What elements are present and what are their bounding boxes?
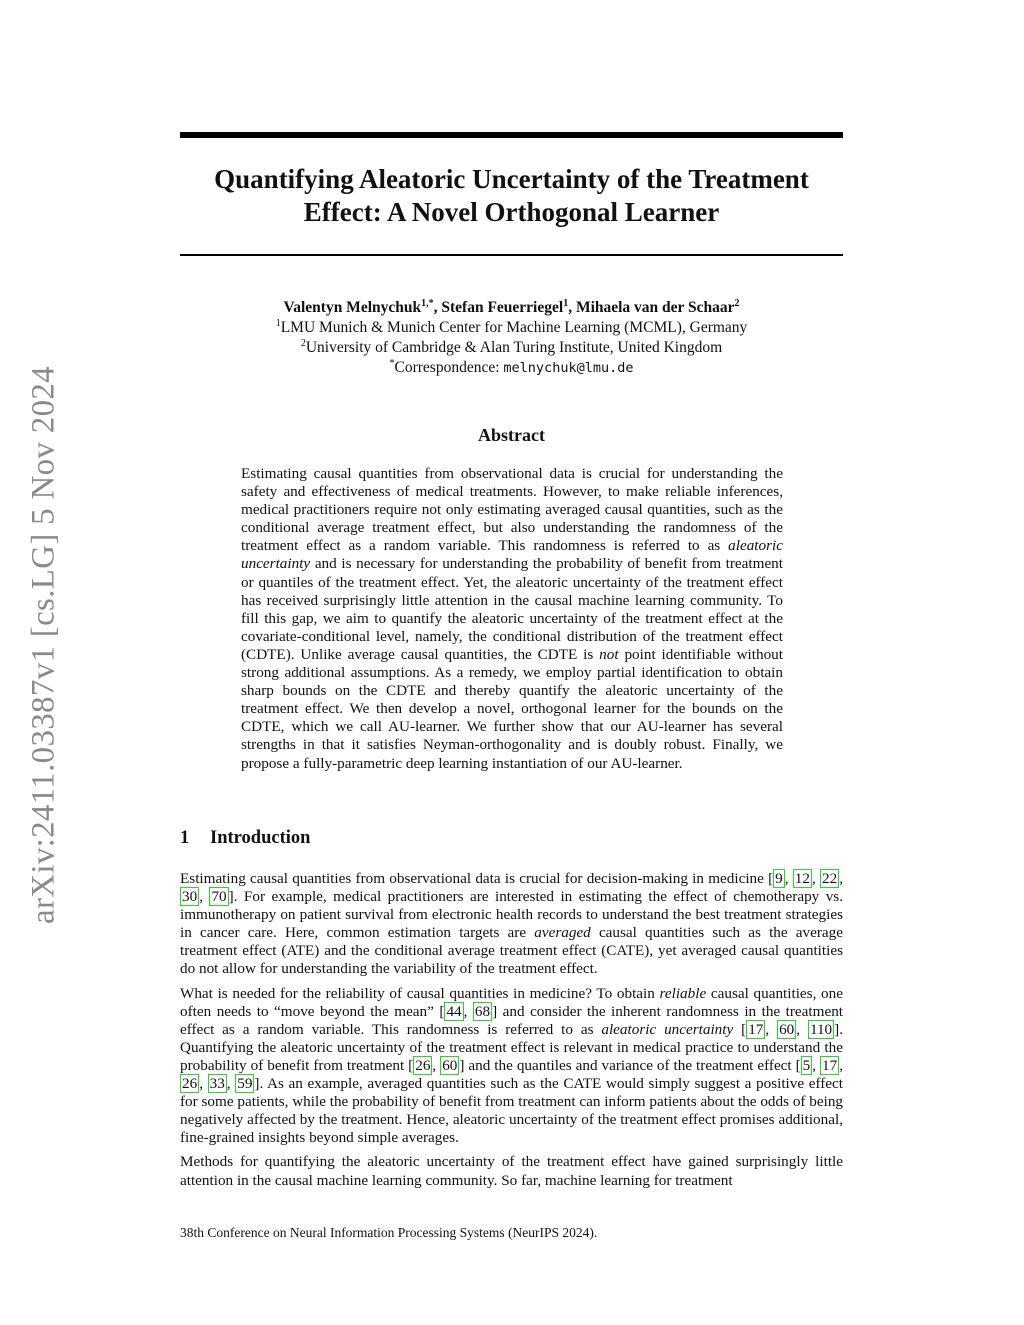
citation-link[interactable]: 70 — [211, 888, 227, 906]
citation-link[interactable]: 44 — [446, 1002, 462, 1020]
correspondence — [180, 358, 843, 378]
author-1: Valentyn Melnychuk — [283, 299, 422, 316]
abstract-emphasis-2: not — [599, 645, 619, 663]
text-run: What is needed for the reliability of causal quantities in medicine? To obtain — [180, 984, 660, 1002]
title-line-2: Effect: A Novel Orthogonal Learner — [303, 197, 720, 227]
text-run: ] and consider the inherent randomness in the treatment effect as a random variable. This randomness is referred to as — [180, 1002, 844, 1038]
authors-block — [180, 298, 843, 378]
affiliation-1 — [180, 318, 843, 338]
emphasis: aleatoric uncertainty — [601, 1020, 734, 1038]
section-number: 1 — [180, 828, 190, 848]
text-run: Estimating causal quantities from observational data is crucial for decision-making in medicine [ — [180, 870, 774, 887]
affiliation-1-text: LMU Munich & Munich Center for Machine Learning (MCML), Germany — [280, 319, 748, 336]
text-run: causal quantities, one often needs to “move beyond the mean” [ — [180, 984, 843, 1020]
arxiv-sidebar — [6, 350, 82, 940]
affiliation-1-marker: 1 — [275, 318, 281, 329]
citation-link[interactable]: 59 — [237, 1075, 253, 1093]
abstract-part-2: and is necessary for understanding the probability of benefit from treatment or quantiles of the treatment effect. Yet, the aleatoric uncertainty of the treatment effect has received surprisingly little attention in the causal machine learning community. To fill this gap, we aim to quantify the aleatoric uncertainty of the treatment effect at the covariate-conditional level, namely, the conditional distribution of the treatment effect (CDTE). Unlike average causal quantities, the CDTE is — [241, 555, 783, 663]
author-2-affiliation: 1 — [563, 298, 569, 309]
author-3: , Mihaela van der Schaar — [568, 299, 735, 316]
emphasis: averaged — [534, 924, 591, 942]
intro-paragraph-2: What is needed for the reliability of causal quantities in medicine? To obtain reliable causal quantities, one often needs to “move beyond the mean” [ 44 , 68 ] and consider the inherent randomness in the treatment effect as a random variable. This randomness is referred to as aleatoric uncertainty [ 17 , 60 , 110 ]. Quantifying the aleatoric uncertainty of the treatment effect is relevant in medical practice to understand the probability of benefit from treatment [ 26 , 60 ] and the quantiles and variance of the treatment effect [ 5 , 17 , 26 , 33 , 59 ]. As an example, averaged quantities such as the CATE would simply suggest a positive effect for some patients, while the probability of benefit from treatment can inform patients about the odds of being negatively affected by the treatment. Hence, aleatoric uncertainty of the treatment effect promises additional, fine-grained insights beyond simple averages. — [180, 984, 844, 1147]
correspondence-email[interactable]: melnychuk@lmu.de — [503, 360, 634, 376]
introduction-body — [180, 870, 843, 1196]
citation-link[interactable]: 12 — [794, 870, 810, 887]
correspondence-marker: * — [389, 358, 395, 369]
citation-link[interactable]: 60 — [442, 1056, 458, 1074]
title-line-1: Quantifying Aleatoric Uncertainty of the Treatment — [214, 164, 809, 194]
text-run: ] and the quantiles and variance of the treatment effect [ — [459, 1056, 801, 1074]
author-names — [180, 298, 843, 318]
citation-link[interactable]: 60 — [779, 1020, 795, 1038]
citation-link[interactable]: 9 — [775, 870, 783, 887]
author-1-affiliation: 1,* — [421, 298, 434, 309]
author-2: , Stefan Feuerriegel — [433, 299, 564, 316]
intro-paragraph-3: Methods for quantifying the aleatoric uncertainty of the treatment effect have gained surprisingly little attention in the causal machine learning community. So far, machine learning for treatment — [180, 1153, 843, 1189]
title-rule-top — [180, 132, 843, 138]
citation-link[interactable]: 5 — [802, 1056, 811, 1074]
abstract-heading: Abstract — [478, 425, 545, 445]
text-run: [ — [733, 1020, 747, 1038]
citation-link[interactable]: 26 — [182, 1075, 198, 1093]
citation-link[interactable]: 68 — [474, 1002, 491, 1020]
abstract-part-3: point identifiable without strong additional assumptions. As a remedy, we employ partial identification to obtain sharp bounds on the CDTE and thereby quantify the aleatoric uncertainty of the treatment effect. We then develop a novel, orthogonal learner for the bounds on the CDTE, which we call AU-learner. We further show that our AU-learner has several strengths in that it satisfies Neyman-orthogonality and is doubly robust. Finally, we propose a fully-parametric deep learning instantiation of our AU-learner. — [241, 645, 783, 772]
affiliation-2-marker: 2 — [300, 338, 306, 349]
abstract-text — [241, 465, 783, 773]
text-run: causal quantities such as the average treatment effect (ATE) and the conditional average treatment effect (CATE), yet averaged causal quantities do not allow for understanding the variability of the treatment effect. — [180, 924, 843, 978]
citation-link[interactable]: 17 — [822, 1056, 838, 1074]
paper-title — [180, 163, 843, 229]
abstract-part-1: Estimating causal quantities from observational data is crucial for understanding the safety and effectiveness of medical treatments. However, to make reliable inferences, medical practitioners require not only estimating averaged causal quantities, such as the conditional average treatment effect, but also understanding the randomness of the treatment effect as a random variable. This randomness is referred to as — [241, 465, 783, 555]
text-run: ]. Quantifying the aleatoric uncertainty of the treatment effect is relevant in medical practice to understand the probability of benefit from treatment [ — [180, 1020, 844, 1074]
citation-link[interactable]: 110 — [809, 1020, 833, 1038]
title-rule-bottom — [180, 254, 843, 256]
correspondence-label: Correspondence: — [394, 359, 504, 376]
emphasis: reliable — [659, 984, 707, 1002]
affiliation-2-text: University of Cambridge & Alan Turing Institute, United Kingdom — [305, 339, 723, 356]
citation-link[interactable]: 33 — [209, 1075, 225, 1093]
author-3-affiliation: 2 — [734, 298, 740, 309]
affiliation-2 — [180, 338, 843, 358]
section-heading-introduction — [180, 828, 310, 849]
text-run: ]. As an example, averaged quantities such as the CATE would simply suggest a positive effect for some patients, while the probability of benefit from treatment can inform patients about the odds of being negatively affected by the treatment. Hence, aleatoric uncertainty of the treatment effect promises additional, fine-grained insights beyond simple averages. — [180, 1075, 844, 1147]
citation-link[interactable]: 26 — [415, 1056, 431, 1074]
abstract-emphasis-1: aleatoric uncertainty — [241, 537, 783, 573]
section-title: Introduction — [210, 828, 311, 848]
text-run: ]. For example, medical practitioners are interested in estimating the effect of chemotherapy vs. immunotherapy on patient survival from electronic health records to understand the best treatment strategies in cancer care. Here, common estimation targets are — [180, 888, 843, 942]
venue-footnote: 38th Conference on Neural Information Processing Systems (NeurIPS 2024). — [180, 1225, 598, 1240]
intro-paragraph-1: Estimating causal quantities from observational data is crucial for decision-making in medicine [ 9 , 12 , 22 , 30 , 70 ]. For example, medical practitioners are interested in estimating the effect of chemotherapy vs. immunotherapy on patient survival from electronic health records to understand the best treatment strategies in cancer care. Here, common estimation targets are averaged causal quantities such as the average treatment effect (ATE) and the conditional average treatment effect (CATE), yet averaged causal quantities do not allow for understanding the variability of the treatment effect. — [180, 870, 843, 978]
citation-link[interactable]: 30 — [182, 888, 198, 906]
citation-link[interactable]: 22 — [822, 870, 838, 887]
citation-link[interactable]: 17 — [748, 1020, 764, 1038]
arxiv-identifier: arXiv:2411.03387v1 [cs.LG] 5 Nov 2024 — [25, 366, 62, 924]
